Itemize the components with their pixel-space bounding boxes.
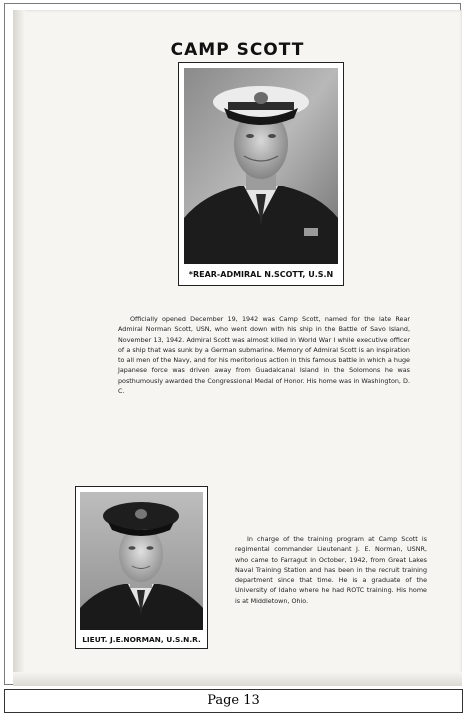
page-frame: [4, 3, 461, 685]
norman-paragraph: In charge of the training program at Camp Scott is regimental commander Lieutenant J. E. Norman, USNR, who came to Farragut in October, 1942, from Great Lakes Naval Training Station and has been in the recruit training department since that time. He is a graduate of the University of Idaho where he had ROTC training. His home is at Middletown, Ohio.: [235, 535, 427, 605]
norman-photo-image: [80, 492, 203, 630]
admiral-photo-image: [184, 68, 338, 264]
scanned-page: [13, 10, 462, 686]
portrait-lieut-norman: [75, 486, 208, 649]
norman-caption: LIEUT. J.E.NORMAN, U.S.N.R.: [82, 635, 201, 644]
camp-scott-paragraph: Officially opened December 19, 1942 was Camp Scott, named for the late Rear Admiral Norman Scott, USN, who went down with his ship in the Battle of Savo Island, November 13, 1942. Admiral Scott was almost killed in World War I while executive officer of a ship that was sunk by a German submarine. Memory of Admiral Scott is an inspiration to all men of the Navy, and for his meritorious action in this famous battle in which a huge Japanese force was driven away from Guadalcanal Island in the Solomons he was posthumously awarded the Congressional Medal of Honor. His home was in Washington, D. C.: [118, 315, 410, 396]
portrait-rear-admiral-scott: [178, 62, 344, 286]
page-binding-shadow: [13, 10, 25, 686]
page-bottom-shadow: [13, 672, 462, 686]
page-number-label: Page 13: [4, 689, 463, 713]
page-title: CAMP SCOTT: [170, 40, 305, 60]
admiral-caption: *REAR-ADMIRAL N.SCOTT, U.S.N: [188, 270, 334, 279]
